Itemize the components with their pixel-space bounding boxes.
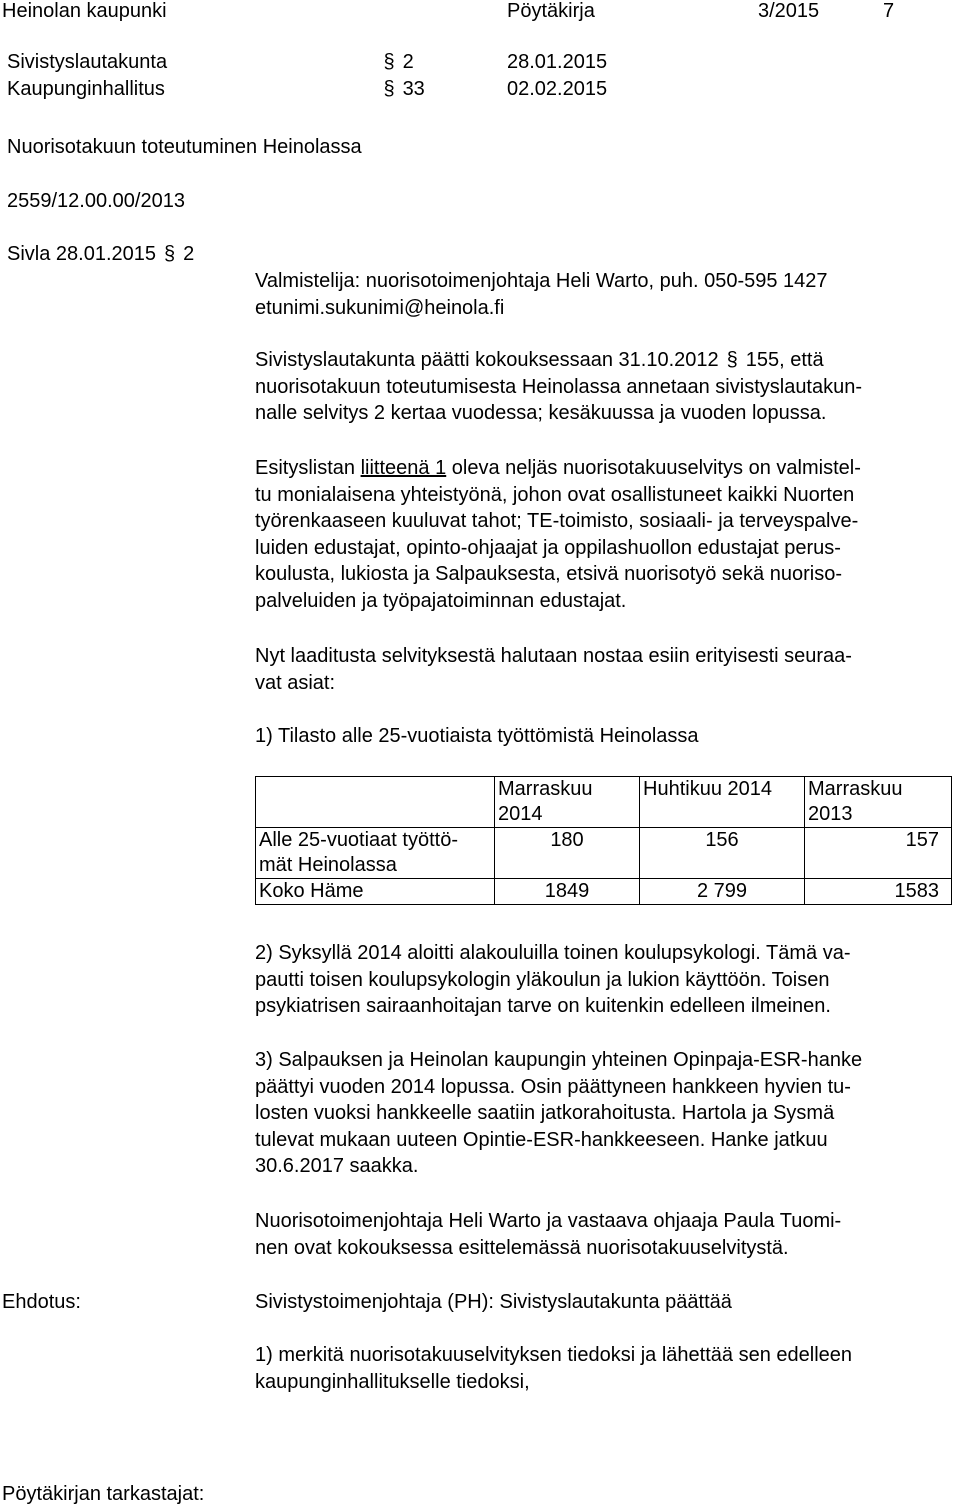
sivla-reference <box>7 241 194 268</box>
table-cell: 157 <box>805 828 952 879</box>
paragraph-line: kaupunginhallitukselle tiedoksi, <box>255 1370 530 1393</box>
preparer-email: etunimi.sukunimi@heinola.fi <box>255 296 505 319</box>
page-title: Nuorisotakuun toteutuminen Heinolassa <box>7 136 362 158</box>
paragraph-line: vat asiat: <box>255 671 336 694</box>
sivla-section: 2 <box>183 243 195 265</box>
org-name: Heinolan kaupunki <box>2 0 167 22</box>
paragraph-line: tu monialaisena yhteistyönä, johon ovat osallistuneet kaikki Nuorten <box>255 483 855 506</box>
doc-number: 3/2015 <box>758 0 820 22</box>
table-row <box>256 828 952 879</box>
table-cell: 1849 <box>495 879 640 905</box>
paragraph-line: pautti toisen koulupsykologin yläkoulun ja lukion käyttöön. Toisen <box>255 968 830 991</box>
table-cell: 1583 <box>805 879 952 905</box>
table-header-cell: Huhtikuu 2014 <box>640 777 805 828</box>
table-header-cell: Marraskuu 2013 <box>805 777 952 828</box>
proposal-label: Ehdotus: <box>2 1291 81 1313</box>
table-header-row <box>256 777 952 828</box>
paragraph-attachment <box>255 455 955 614</box>
meeting-section: 2 <box>402 51 414 73</box>
paragraph-line: psykiatrisen sairaanhoitajan tarve on kuitenkin edelleen ilmeinen. <box>255 995 831 1017</box>
paragraph-line: losten vuoksi hankkeelle saatiin jatkorahoitusta. Hartola ja Sysmä <box>255 1102 835 1124</box>
paragraph-line: nalle selvitys 2 kertaa vuodessa; kesäkuussa ja vuoden lopussa. <box>255 402 827 424</box>
paragraph-presenters <box>255 1208 955 1261</box>
table-header-cell: Marraskuu 2014 <box>495 777 640 828</box>
table-cell: 180 <box>495 828 640 879</box>
table-corner-cell <box>256 777 495 828</box>
paragraph-line: nen ovat kokouksessa esittelemässä nuorisotakuuselvitystä. <box>255 1236 789 1259</box>
meeting-body: Kaupunginhallitus <box>7 78 165 100</box>
paragraph-line: koulusta, lukiosta ja Salpauksesta, etsivä nuorisotyö sekä nuoriso- <box>255 563 842 585</box>
paragraph-line: 1) merkitä nuorisotakuuselvityksen tiedoksi ja lähettää sen edelleen <box>255 1344 853 1366</box>
paragraph-line: Esityslistan liitteenä 1 oleva neljäs nuorisotakuuselvitys on valmistel- <box>255 457 861 479</box>
preparer-info <box>255 268 955 321</box>
paragraph-summary <box>255 643 955 696</box>
preparer-line: Valmistelija: nuorisotoimenjohtaja Heli Warto, puh. 050-595 1427 <box>255 270 828 292</box>
table-row-label: Koko Häme <box>256 879 495 905</box>
meeting-section: 33 <box>402 78 425 100</box>
table-cell: 2 799 <box>640 879 805 905</box>
proposal-item-1 <box>255 1342 955 1395</box>
section-mark <box>381 76 425 103</box>
paragraph-line: Sivistyslautakunta päätti kokouksessaan 31.10.2012 § 155, että <box>255 347 955 374</box>
paragraph-line: Nyt laaditusta selvityksestä halutaan nostaa esiin erityisesti seuraa- <box>255 645 852 667</box>
paragraph-background <box>255 347 955 427</box>
item-1-heading: 1) Tilasto alle 25-vuotiaista työttömistä Heinolassa <box>255 725 699 747</box>
proposal-text: Sivistystoimenjohtaja (PH): Sivistyslautakunta päättää <box>255 1291 732 1313</box>
paragraph-line: 30.6.2017 saakka. <box>255 1155 419 1177</box>
section-symbol: § <box>383 51 395 73</box>
paragraph-line: luiden edustajat, opinto-ohjaajat ja oppilashuollon edustajat perus- <box>255 536 841 559</box>
meeting-date: 02.02.2015 <box>507 78 608 100</box>
section-mark <box>381 49 414 76</box>
paragraph-line: 3) Salpauksen ja Heinolan kaupungin yhteinen Opinpaja-ESR-hanke <box>255 1049 863 1071</box>
paragraph-line: työrenkaaseen kuuluvat tahot; TE-toimisto, sosiaali- ja terveyspalve- <box>255 510 859 532</box>
meeting-date: 28.01.2015 <box>507 51 608 73</box>
paragraph-line: Nuorisotoimenjohtaja Heli Warto ja vastaava ohjaaja Paula Tuomi- <box>255 1210 842 1232</box>
paragraph-line: palveluiden ja työpajatoiminnan edustajat. <box>255 589 627 612</box>
item-2 <box>255 940 955 1020</box>
section-symbol: § <box>164 243 176 265</box>
paragraph-line: tulevat mukaan uuteen Opintie-ESR-hankkeeseen. Hanke jatkuu <box>255 1128 828 1151</box>
section-symbol: § <box>726 349 738 371</box>
table-cell: 156 <box>640 828 805 879</box>
paragraph-line: nuorisotakuun toteutumisesta Heinolassa annetaan sivistyslautakun- <box>255 375 863 398</box>
record-id: 2559/12.00.00/2013 <box>7 190 185 212</box>
table-row-label: Alle 25-vuotiaat työttö- mät Heinolassa <box>256 828 495 879</box>
doc-type: Pöytäkirja <box>507 0 595 22</box>
attachment-link[interactable]: liitteenä 1 <box>360 457 447 479</box>
table-row <box>256 879 952 905</box>
meeting-body: Sivistyslautakunta <box>7 51 168 73</box>
footer-label: Pöytäkirjan tarkastajat: <box>2 1483 205 1505</box>
page-number: 7 <box>883 0 895 22</box>
paragraph-line: 2) Syksyllä 2014 aloitti alakouluilla toinen koulupsykologi. Tämä va- <box>255 942 851 964</box>
paragraph-line: päättyi vuoden 2014 lopussa. Osin päättyneen hankkeen hyvien tu- <box>255 1075 851 1098</box>
section-symbol: § <box>383 78 395 100</box>
sivla-date: Sivla 28.01.2015 <box>7 243 157 265</box>
item-3 <box>255 1047 955 1180</box>
unemployment-table <box>255 776 952 905</box>
